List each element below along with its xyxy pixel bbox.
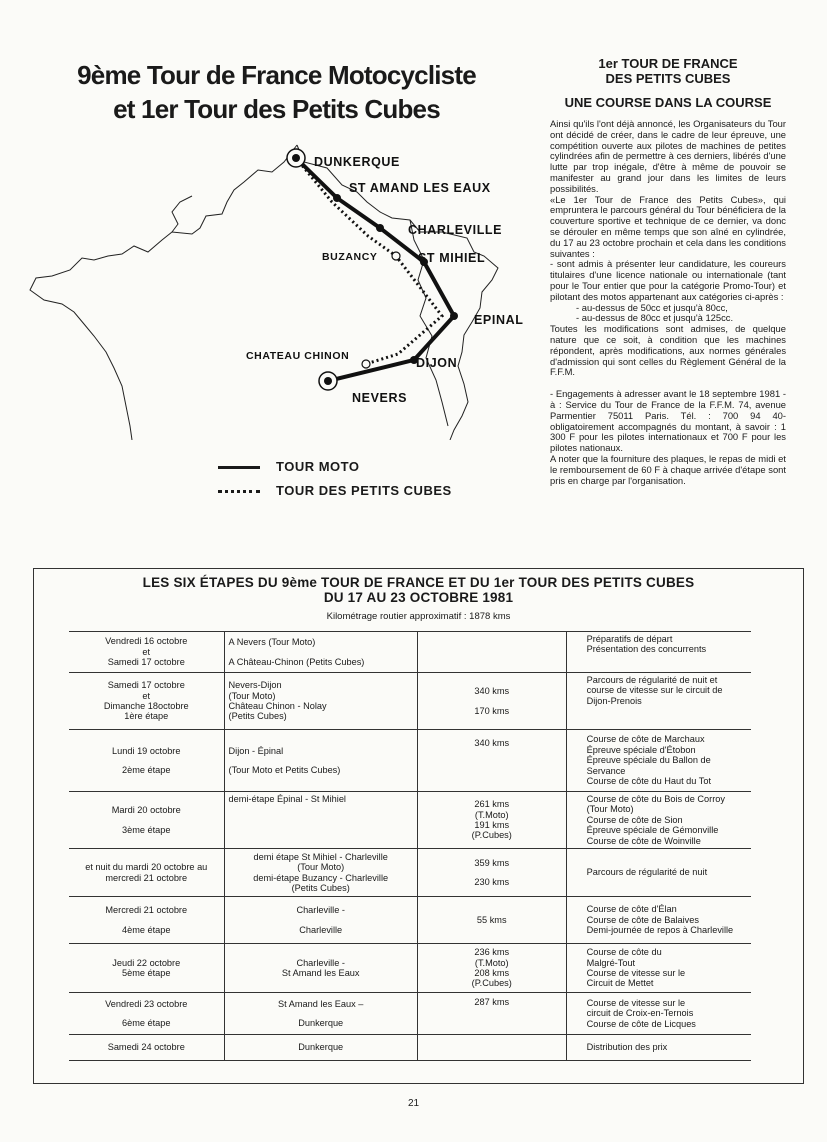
km-cell xyxy=(417,632,566,673)
km-text: 208 kms xyxy=(474,968,510,979)
route-cell xyxy=(224,944,417,993)
spacer xyxy=(229,916,413,925)
route-cell xyxy=(224,897,417,944)
day-text: et xyxy=(142,690,151,701)
day-cell xyxy=(69,730,224,792)
day-text: 1ère étape xyxy=(124,711,169,722)
program-text: Épreuve spéciale du Ballon de Servance xyxy=(586,755,711,776)
route-text: A Nevers (Tour Moto) xyxy=(228,637,316,648)
km-cell xyxy=(417,993,566,1035)
spacer xyxy=(229,756,413,765)
program-text: Course de côte de Balaives xyxy=(586,914,699,925)
day-text: Samedi 17 octobre xyxy=(107,680,185,691)
program-text: circuit de Croix-en-Ternois xyxy=(586,1008,694,1019)
charleville-dot xyxy=(376,224,384,232)
km-text: 230 kms xyxy=(474,877,510,888)
st-amand-dot xyxy=(333,194,341,202)
day-text: Mercredi 21 octobre xyxy=(105,905,188,916)
spacer xyxy=(229,648,413,657)
side-heading-line-2: DES PETITS CUBES xyxy=(605,71,731,86)
day-cell xyxy=(69,632,224,673)
legend-petits-cubes-label: TOUR DES PETITS CUBES xyxy=(276,483,452,498)
km-text: (P.Cubes) xyxy=(471,978,512,989)
km-cell xyxy=(417,730,566,792)
program-text: Malgré-Tout xyxy=(586,957,636,968)
route-text: demi-étape Épinal - St Mihiel xyxy=(228,794,346,804)
route-text: Charleville - xyxy=(296,957,345,968)
day-text: 2ème étape xyxy=(121,765,171,775)
day-text: 4ème étape xyxy=(121,924,171,935)
day-text: et xyxy=(142,646,151,657)
table-row xyxy=(69,944,751,993)
table-row xyxy=(69,673,751,730)
day-cell xyxy=(69,792,224,849)
table-row xyxy=(69,993,751,1035)
spacer xyxy=(422,868,562,877)
km-cell xyxy=(417,897,566,944)
day-cell xyxy=(69,1035,224,1061)
route-text: (Petits Cubes) xyxy=(228,711,287,722)
km-text: (T.Moto) xyxy=(474,957,509,968)
route-cell xyxy=(224,993,417,1035)
route-text: Dijon - Épinal xyxy=(228,745,284,756)
route-text: Charleville - xyxy=(296,905,345,916)
chateau-chinon-dot xyxy=(362,360,370,368)
spacer xyxy=(73,1009,220,1018)
km-cell xyxy=(417,1035,566,1061)
stages-title xyxy=(34,575,803,605)
day-text: et nuit du mardi 20 octobre au mercredi 21 octobre xyxy=(85,862,208,883)
nevers-dot xyxy=(324,377,332,385)
buzancy-dot xyxy=(392,252,400,260)
route-text: Château Chinon - Nolay xyxy=(228,701,327,711)
route-text: (Petits Cubes) xyxy=(291,882,350,893)
program-text: Course de côte de Marchaux xyxy=(586,734,705,745)
program-cell xyxy=(566,673,751,730)
day-cell xyxy=(69,673,224,730)
km-text: (P.Cubes) xyxy=(471,830,512,841)
table-row xyxy=(69,730,751,792)
table-row xyxy=(69,897,751,944)
side-paragraph: «Le 1er Tour de France des Petits Cubes», qui empruntera le parcours général du Tour bénéficiera de la couverture sportive et technique de ce dernier, va donc se dérouler en même temps que son aîné en cylindrée, du 17 au 23 octobre prochain et cela dans les conditions suivantes : xyxy=(550,193,786,259)
day-cell xyxy=(69,944,224,993)
km-text: 55 kms xyxy=(476,914,507,925)
side-paragraph: A noter que la fourniture des plaques, le repas de midi et le remboursement de 60 F à chaque arrivée d'étape sont pris en charge par l'organisation. xyxy=(550,452,786,486)
title-line-1: 9ème Tour de France Motocycliste xyxy=(77,60,476,90)
city-epinal: EPINAL xyxy=(474,313,524,327)
program-text: Épreuve spéciale de Gémonville xyxy=(586,825,719,836)
program-text: Distribution des prix xyxy=(586,1042,668,1053)
route-cell xyxy=(224,792,417,849)
title-line-2: et 1er Tour des Petits Cubes xyxy=(113,94,440,124)
side-paragraph: - au-dessus de 50cc et jusqu'à 80cc, xyxy=(576,301,728,313)
km-text: 340 kms xyxy=(474,686,510,697)
route-cell xyxy=(224,730,417,792)
km-text: 191 kms xyxy=(474,820,510,831)
stages-table xyxy=(69,631,751,1061)
spacer xyxy=(73,756,220,765)
table-row xyxy=(69,792,751,849)
city-dijon: DIJON xyxy=(416,356,458,370)
legend-moto-label: TOUR MOTO xyxy=(276,459,360,474)
km-text: (T.Moto) xyxy=(474,809,509,820)
program-text: Course de côte du Haut du Tot xyxy=(586,776,712,787)
program-text: Course de côte de Woinville xyxy=(586,835,701,846)
km-text: 359 kms xyxy=(474,857,510,868)
stages-box xyxy=(33,568,804,1084)
side-heading-line-1: 1er TOUR DE FRANCE xyxy=(598,56,738,71)
city-buzancy: BUZANCY xyxy=(322,251,378,263)
day-text: Samedi 17 octobre xyxy=(107,657,185,668)
program-text: Course de vitesse sur le xyxy=(586,968,686,979)
route-text: St Amand les Eaux xyxy=(281,968,360,979)
spacer xyxy=(73,816,220,825)
route-cell xyxy=(224,1035,417,1061)
page-title xyxy=(24,58,529,126)
dunkerque-dot xyxy=(292,154,300,162)
side-paragraph: - Engagements à adresser avant le 18 septembre 1981 - à : Service du Tour de France de la F.F.M. 74, avenue Parmentier 75011 Paris. Tél. : 700 94 40- obligatoirement accompagnés du montant, à savoir : 1 300 F pour les pilotes internationaux et 700 F pour les pilotes nationaux. xyxy=(550,388,786,454)
side-subheading: UNE COURSE DANS LA COURSE xyxy=(564,95,772,110)
side-paragraph: Ainsi qu'ils l'ont déjà annoncé, les Organisateurs du Tour ont décidé de créer, dans le cadre de leur épreuve, une compétition ouverte aux pilotes de machines de petites cylindrées afin de permettre à ces derniers, libérés d'une lutte par trop inégale, d'être à même de pouvoir se manifester au grand jour dans les limites de leurs possibilités. xyxy=(550,118,786,194)
route-text: (Tour Moto) xyxy=(228,690,276,701)
city-nevers: NEVERS xyxy=(352,391,408,405)
route-text: demi étape St Mihiel - Charleville xyxy=(253,851,388,862)
program-cell xyxy=(566,849,751,897)
km-cell xyxy=(417,944,566,993)
program-text: Circuit de Mettet xyxy=(586,978,654,989)
program-text: Course de côte du Bois de Corroy (Tour Moto) xyxy=(586,794,725,815)
day-text: Dimanche 18octobre xyxy=(103,701,189,711)
program-text: Demi-journée de repos à Charleville xyxy=(586,925,734,936)
km-text: 236 kms xyxy=(474,947,510,958)
day-cell xyxy=(69,993,224,1035)
program-text: Course de côte d'Élan xyxy=(586,904,677,915)
city-st-mihiel: ST MIHIEL xyxy=(418,251,486,265)
program-text: Épreuve spéciale d'Étobon xyxy=(586,744,696,755)
route-text: Nevers-Dijon xyxy=(228,680,282,691)
stages-title-line-1: LES SIX ÉTAPES DU 9ème TOUR DE FRANCE ET DU 1er TOUR DES PETITS CUBES xyxy=(142,575,695,590)
route-text: Dunkerque xyxy=(298,1042,344,1053)
table-row xyxy=(69,849,751,897)
km-cell xyxy=(417,673,566,730)
legend-solid-line xyxy=(218,466,260,469)
spacer xyxy=(229,1009,413,1018)
channel-coast xyxy=(172,196,192,232)
page-number: 21 xyxy=(407,1098,420,1109)
program-cell xyxy=(566,944,751,993)
day-cell xyxy=(69,897,224,944)
side-article xyxy=(550,56,786,486)
km-text: 170 kms xyxy=(474,705,510,716)
side-body xyxy=(550,119,786,486)
route-text: (Tour Moto et Petits Cubes) xyxy=(228,765,341,775)
epinal-dot xyxy=(450,312,458,320)
table-row xyxy=(69,632,751,673)
program-cell xyxy=(566,730,751,792)
side-paragraph: Toutes les modifications sont admises, de quelque nature que ce soit, à condition que les machines répondent, après modifications, aux normes générales d'admission qui sont celles du Règlement Général de la F.F.M. xyxy=(550,323,786,378)
stages-title-line-2: DU 17 AU 23 OCTOBRE 1981 xyxy=(323,590,514,605)
km-text: 340 kms xyxy=(474,738,510,748)
program-text: Parcours de régularité de nuit et course de vitesse sur le circuit de Dijon-Prenois xyxy=(586,675,723,706)
spacer xyxy=(73,916,220,925)
program-text: Course de côte du xyxy=(586,947,662,958)
km-cell xyxy=(417,849,566,897)
program-cell xyxy=(566,632,751,673)
route-cell xyxy=(224,632,417,673)
side-paragraph: - sont admis à présenter leur candidature, les coureurs titulaires d'une licence nationale ou internationale (tant pour le Tour entier que pour la catégorie Promo-Tour) et pilotant des motos appartenant aux catégories ci-après : xyxy=(550,258,786,302)
program-cell xyxy=(566,993,751,1035)
route-text: demi-étape Buzancy - Charleville xyxy=(253,872,389,883)
program-text: Course de vitesse sur le xyxy=(586,997,686,1008)
km-text: 287 kms xyxy=(474,997,510,1008)
program-text: Parcours de régularité de nuit xyxy=(586,867,708,878)
day-text: 6ème étape xyxy=(121,1018,171,1029)
program-cell xyxy=(566,1035,751,1061)
route-cell xyxy=(224,849,417,897)
day-text: Vendredi 23 octobre xyxy=(105,998,188,1009)
city-st-amand: ST AMAND LES EAUX xyxy=(349,181,491,195)
route-cell xyxy=(224,673,417,730)
route-text: (Tour Moto) xyxy=(297,862,345,873)
day-text: Mardi 20 octobre xyxy=(111,805,181,816)
route-map xyxy=(22,140,532,440)
day-text: 5ème étape xyxy=(121,968,171,979)
day-text: Vendredi 16 octobre xyxy=(105,636,188,647)
program-cell xyxy=(566,792,751,849)
route-text: Charleville xyxy=(299,924,343,935)
city-charleville: CHARLEVILLE xyxy=(408,223,503,237)
day-text: Jeudi 22 octobre xyxy=(112,957,181,968)
side-paragraph: - au-dessus de 80cc et jusqu'à 125cc. xyxy=(576,312,734,324)
table-row xyxy=(69,1035,751,1061)
day-text: Lundi 19 octobre xyxy=(112,745,181,756)
day-text: Samedi 24 octobre xyxy=(107,1042,185,1053)
route-text: St Amand les Eaux – xyxy=(278,998,364,1009)
city-chateau-chinon: CHATEAU CHINON xyxy=(246,350,350,362)
city-dunkerque: DUNKERQUE xyxy=(314,155,400,169)
program-text: Course de côte de Sion xyxy=(586,814,683,825)
program-text: Préparatifs de départ xyxy=(586,634,673,644)
km-text: 261 kms xyxy=(474,799,510,810)
day-cell xyxy=(69,849,224,897)
program-cell xyxy=(566,897,751,944)
program-text: Présentation des concurrents xyxy=(586,644,707,655)
route-text: Dunkerque xyxy=(298,1018,344,1029)
route-text: A Château-Chinon (Petits Cubes) xyxy=(228,656,365,667)
spacer xyxy=(422,697,562,706)
km-cell xyxy=(417,792,566,849)
stages-subtitle: Kilométrage routier approximatif : 1878 kms xyxy=(326,611,511,622)
side-heading xyxy=(550,56,786,86)
program-text: Course de côte de Licques xyxy=(586,1018,696,1029)
day-text: 3ème étape xyxy=(121,824,171,835)
legend-dotted-line xyxy=(218,490,260,493)
